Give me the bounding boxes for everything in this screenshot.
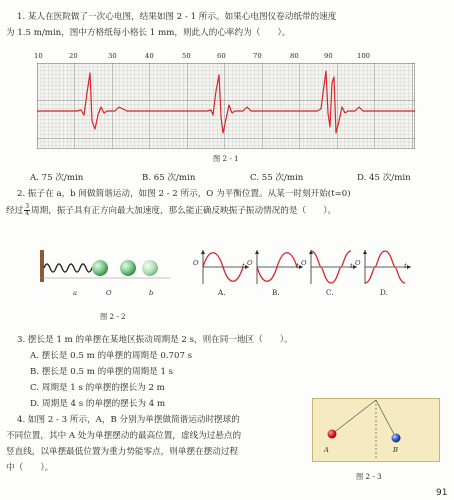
q4-line1: 4. 如图 2 - 3 所示，A，B 分别为单摆做简谐运动时摆球的 — [17, 415, 240, 425]
graph-option-b[interactable] — [247, 248, 307, 298]
fig-2-1-caption: 图 2 - 1 — [213, 154, 239, 163]
graph-a-label: A. — [218, 288, 226, 297]
graph-d-t: t — [404, 262, 407, 270]
ball-b — [392, 434, 401, 443]
label-a: a — [73, 289, 78, 297]
ball-a — [328, 430, 337, 439]
q2-line1: 2. 振子在 a，b 间做简谐运动，如图 2 - 2 所示，O 为平衡位置。从某一时刻开始(t=0) — [17, 189, 351, 199]
q4-line3: 竖直线，以单摆最低位置为重力势能零点，则单摆在摆动过程 — [6, 447, 239, 457]
q3-option-d: D. 周期是 4 s 的单摆的摆长为 4 m — [30, 399, 166, 409]
ruler-30: 30 — [108, 52, 117, 60]
q3-option-c: C. 周期是 1 s 的单摆的摆长为 2 m — [30, 383, 165, 393]
graph-a-t: t — [242, 262, 245, 270]
pendulum-label-b: B — [393, 446, 398, 454]
label-o: O — [106, 289, 112, 297]
page-number: 91 — [436, 488, 448, 498]
graph-d-origin: O — [355, 259, 361, 267]
q4-line2: 不同位置，其中 A 处为单摆摆动的最高位置，虚线为过悬点的 — [6, 431, 242, 441]
graph-b-origin: O — [247, 259, 253, 267]
graph-c-label: C. — [326, 288, 334, 297]
mass-ball-a — [92, 260, 108, 276]
wall — [40, 250, 44, 282]
label-b: b — [149, 289, 154, 297]
q2-line2-post: 周期，振子具有正方向最大加速度，那么能正确反映振子振动情况的是（ ）。 — [31, 206, 337, 216]
ecg-graph — [37, 63, 415, 149]
ruler-50: 50 — [182, 52, 191, 60]
ruler-70: 70 — [253, 52, 262, 60]
graph-c-t: t — [350, 262, 353, 270]
ruler-10: 10 — [34, 52, 43, 60]
graph-b-label: B. — [272, 288, 280, 297]
q4-line4: 中（ ）。 — [6, 463, 54, 473]
graph-a-origin: O — [193, 259, 199, 267]
ruler-100: 100 — [357, 52, 370, 60]
q2-frac-den: 4 — [25, 210, 30, 217]
mass-ball-o — [120, 260, 136, 276]
ecg-grid — [37, 63, 415, 149]
pendulum-label-a: A — [324, 446, 329, 454]
q1-option-d: D. 45 次/min — [357, 173, 411, 183]
graph-option-c[interactable] — [301, 248, 361, 298]
q2-line2-pre: 经过 — [6, 206, 24, 216]
pendulum-figure — [312, 398, 440, 462]
q3-stem: 3. 摆长是 1 m 的单摆在某地区振动周期是 2 s，则在同一地区（ ）。 — [17, 335, 293, 345]
graph-b-t: t — [296, 262, 299, 270]
q2-fraction — [24, 204, 30, 217]
graph-option-a[interactable] — [193, 248, 253, 298]
spring-oscillator-figure — [40, 248, 170, 294]
q1-line2: 为 1.5 m/min，图中方格纸每小格长 1 mm，则此人的心率约为（ ）。 — [6, 28, 291, 38]
q3-option-a: A. 摆长是 0.5 m 的单摆的周期是 0.707 s — [30, 351, 193, 361]
spring — [44, 264, 96, 272]
q1-line1: 1. 某人在医院做了一次心电图，结果如图 2 - 1 所示。如果心电图仪卷动纸带的速度 — [17, 12, 337, 22]
q2-line2 — [6, 204, 336, 217]
ruler-40: 40 — [145, 52, 154, 60]
graph-c-origin: O — [301, 259, 307, 267]
q2-frac-num: 3 — [25, 203, 30, 210]
ruler-90: 90 — [324, 52, 333, 60]
ruler-80: 80 — [290, 52, 299, 60]
fig-2-3-caption: 图 2 - 3 — [356, 472, 382, 481]
q1-option-b: B. 65 次/min — [142, 173, 196, 183]
q1-option-c: C. 55 次/min — [250, 173, 304, 183]
q1-option-a: A. 75 次/min — [30, 173, 84, 183]
fig-2-2-caption: 图 2 - 2 — [100, 312, 126, 321]
ruler-20: 20 — [69, 52, 78, 60]
ruler-60: 60 — [217, 52, 226, 60]
graph-option-d[interactable] — [355, 248, 415, 298]
mass-ball-b — [142, 260, 158, 276]
q3-option-b: B. 摆长是 0.5 m 的单摆的周期是 1 s — [30, 367, 174, 377]
graph-d-label: D. — [380, 288, 388, 297]
